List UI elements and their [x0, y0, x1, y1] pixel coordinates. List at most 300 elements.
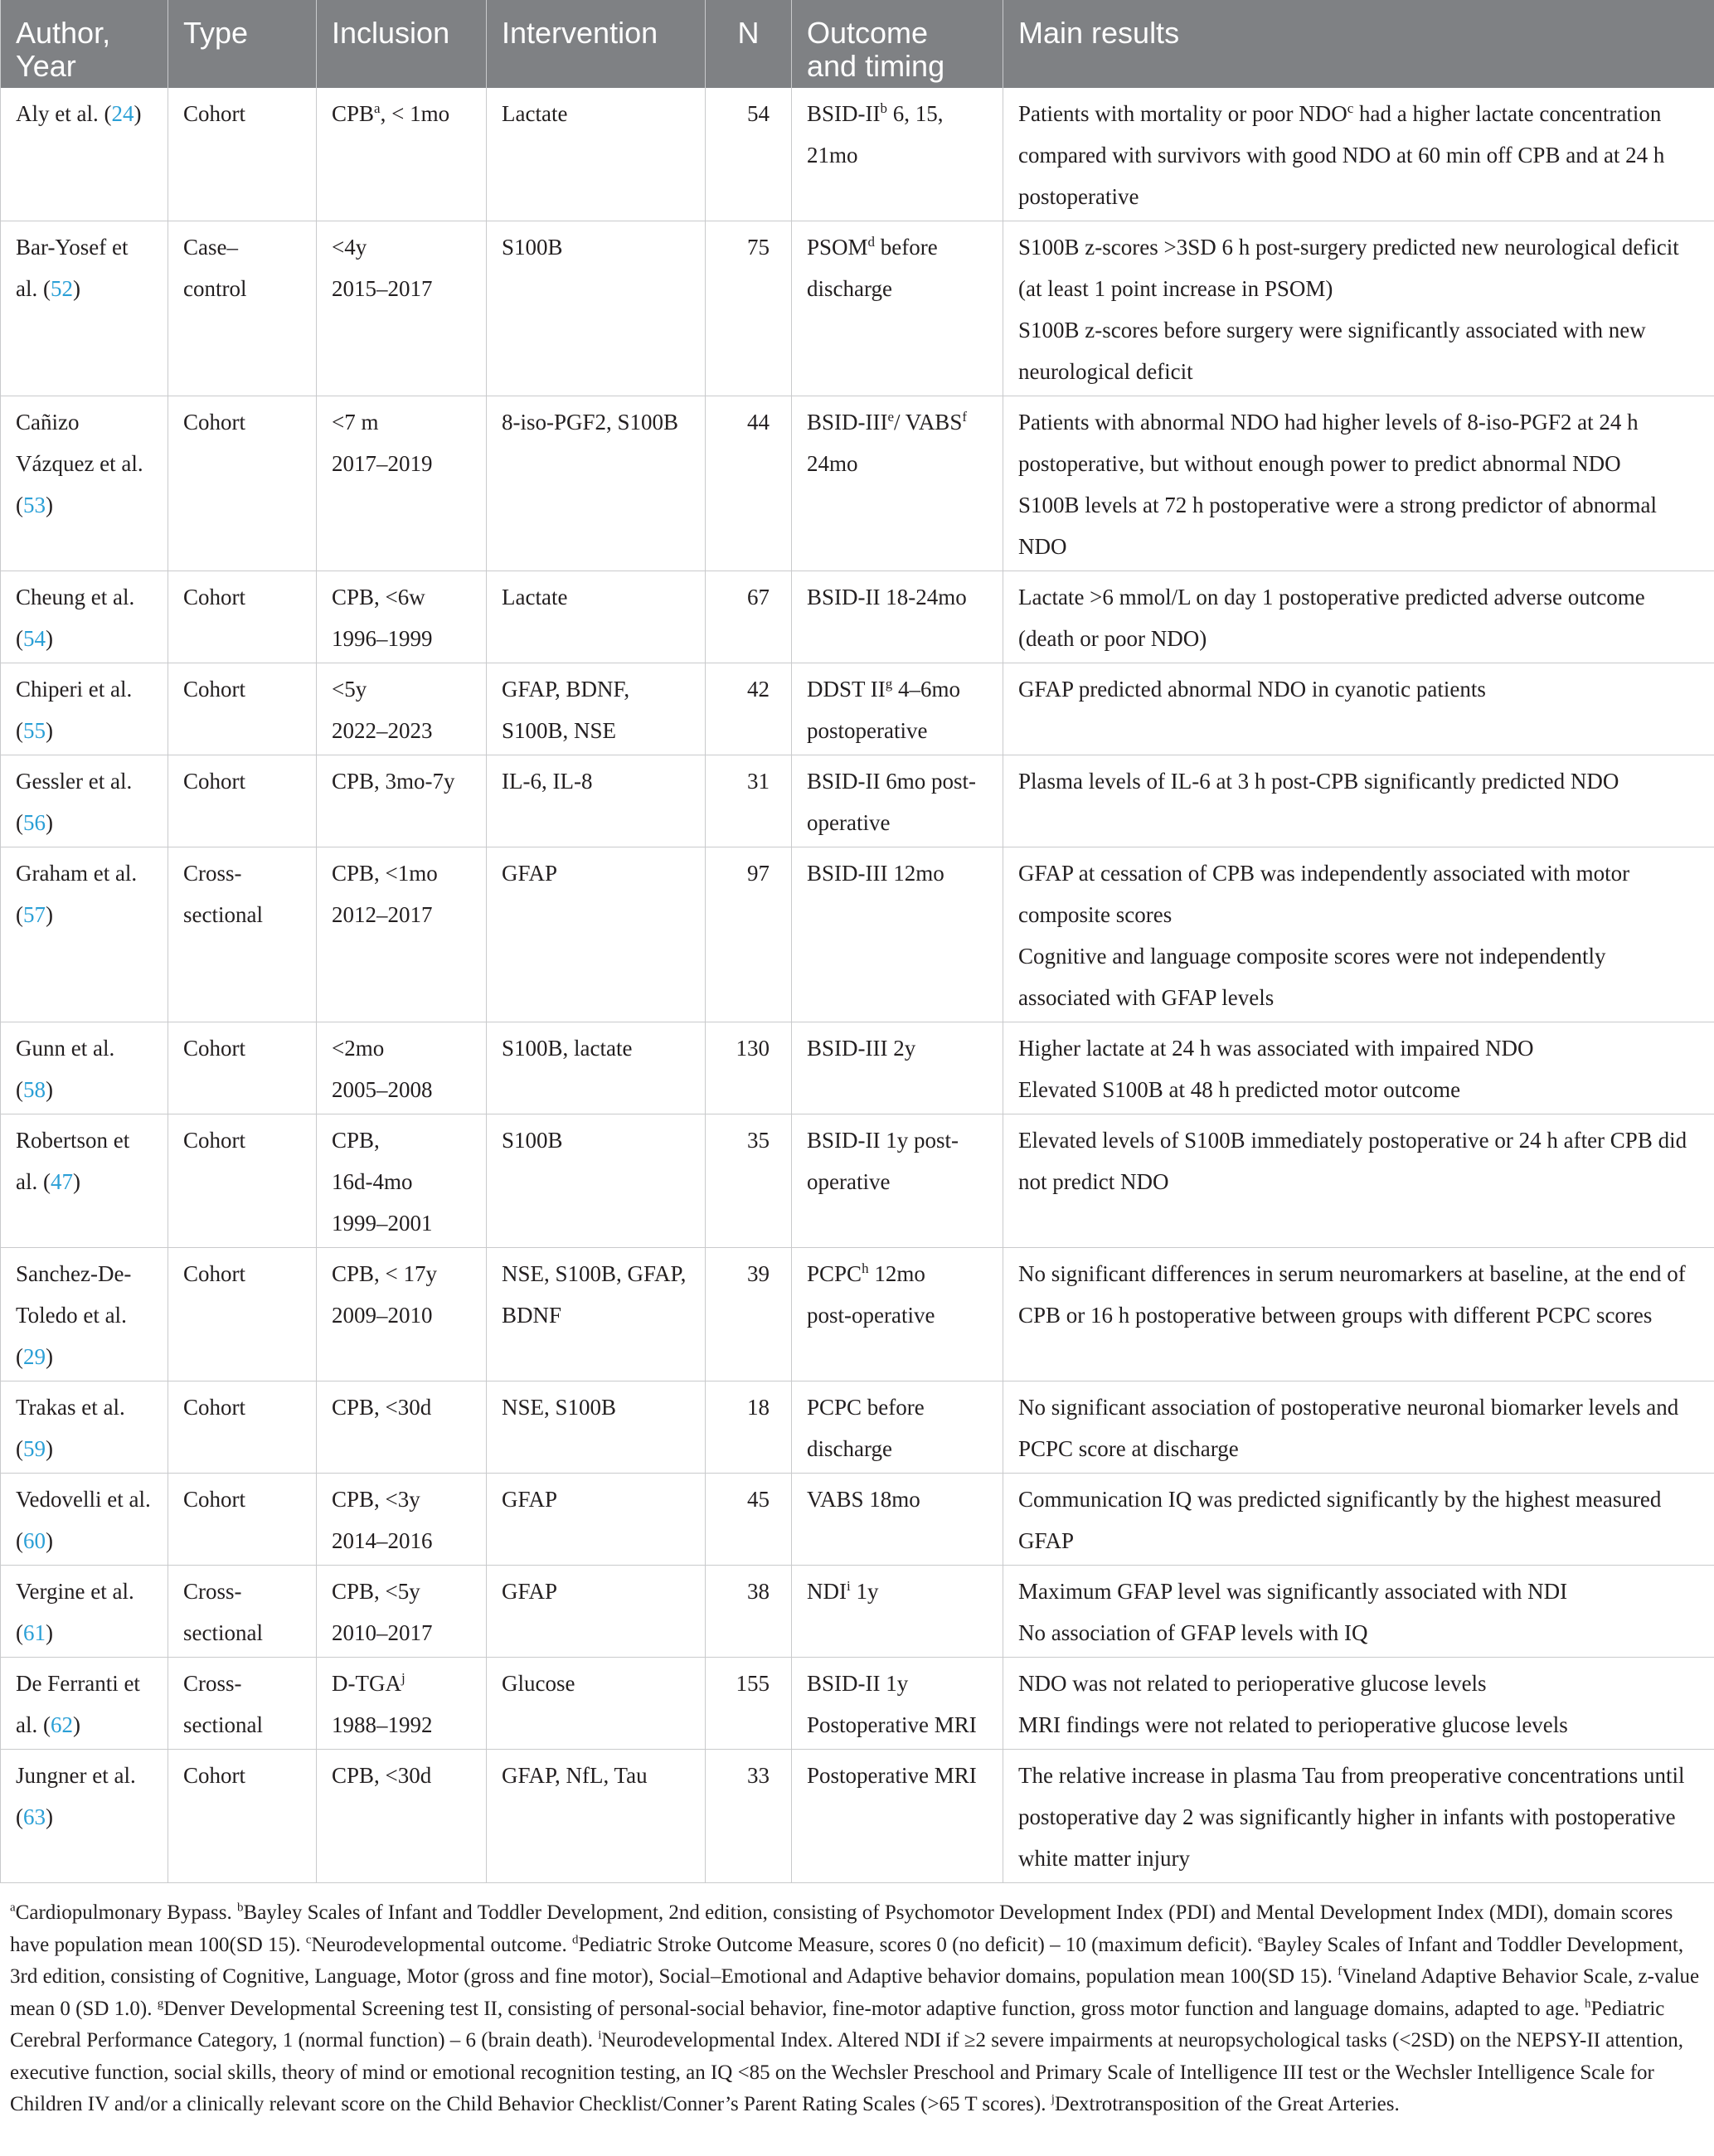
author-text-end: )	[46, 1528, 53, 1553]
inclusion-text: CPB, <30d	[332, 1763, 432, 1788]
cell-results	[1003, 1114, 1714, 1248]
cell-outcome	[792, 396, 1003, 571]
type-text: Cohort	[183, 677, 246, 702]
outcome-text: BSID-III 12mo	[807, 861, 944, 886]
cell-type	[168, 1022, 317, 1114]
table-row	[1, 1022, 1714, 1114]
table-row	[1, 847, 1714, 1022]
table-row	[1, 396, 1714, 571]
footnote-text: Neurodevelopmental Index. Altered NDI if ≥2 severe impairments at neuropsychological tasks (<2SD) on the NEPSY-II attention, executive function, social skills, theory of mind or emotional recognition testing, an IQ <85 on the Wechsler Preschool and Primary Scale of Intelligence III test or the Wechsler Intelligence Scale for Children IV and/or a clinically relevant score on the Child Behavior Checklist/Conner’s Parent Rating Scales (>65 T scores).	[10, 2029, 1683, 2115]
cell-type	[168, 755, 317, 847]
cell-intervention	[487, 1248, 706, 1381]
inclusion-text: CPB, <30d	[332, 1395, 432, 1420]
table-row	[1, 755, 1714, 847]
intervention-text: S100B	[502, 235, 563, 260]
cell-results	[1003, 571, 1714, 663]
outcome-text: PSOM	[807, 235, 868, 260]
cell-author	[1, 1566, 168, 1658]
cell-outcome	[792, 221, 1003, 396]
inclusion-text: 2015–2017	[332, 276, 433, 301]
inclusion-text: 2012–2017	[332, 902, 433, 927]
cell-n: 44	[706, 396, 792, 571]
cell-results	[1003, 1022, 1714, 1114]
cell-n: 45	[706, 1474, 792, 1566]
header-outcome-line-1: Outcome	[807, 16, 929, 50]
table-row	[1, 1381, 1714, 1474]
cell-outcome	[792, 663, 1003, 755]
cell-results	[1003, 221, 1714, 396]
results-text: Cognitive and language composite scores were not independently associated with GFAP levels	[1018, 944, 1606, 1010]
cell-results	[1003, 1658, 1714, 1750]
intervention-text: 8-iso-PGF2, S100B	[502, 410, 679, 435]
results-text: GFAP at cessation of CPB was independently associated with motor composite scores	[1018, 861, 1630, 927]
cell-n: 155	[706, 1658, 792, 1750]
outcome-text: 24mo	[807, 451, 858, 476]
author-text-end: )	[46, 902, 53, 927]
cell-author	[1, 1474, 168, 1566]
author-text: Graham et al. (	[16, 861, 138, 927]
intervention-text: Lactate	[502, 585, 568, 609]
cell-n: 38	[706, 1566, 792, 1658]
cell-inclusion	[317, 396, 487, 571]
cell-n: 67	[706, 571, 792, 663]
reference-link[interactable]: 62	[50, 1712, 73, 1737]
author-text-end: )	[72, 276, 80, 301]
type-text: Cohort	[183, 410, 246, 435]
results-text: Patients with abnormal NDO had higher levels of 8-iso-PGF2 at 24 h postoperative, but without enough power to predict abnormal NDO	[1018, 410, 1639, 476]
cell-inclusion	[317, 1248, 487, 1381]
intervention-text: IL-6, IL-8	[502, 769, 593, 794]
inclusion-text: 1999–2001	[332, 1211, 433, 1236]
author-text-end: )	[46, 1344, 53, 1369]
reference-link[interactable]: 47	[50, 1169, 73, 1194]
cell-inclusion	[317, 221, 487, 396]
cell-author	[1, 755, 168, 847]
type-text: sectional	[183, 1620, 263, 1645]
footnote-mark: e	[887, 409, 895, 425]
cell-author	[1, 1381, 168, 1474]
cell-outcome	[792, 1022, 1003, 1114]
header-results: Main results	[1003, 0, 1714, 88]
results-text: Patients with mortality or poor NDO	[1018, 101, 1347, 126]
outcome-text: operative	[807, 1169, 891, 1194]
cell-n: 97	[706, 847, 792, 1022]
cell-intervention	[487, 1474, 706, 1566]
results-text: Communication IQ was predicted significantly by the highest measured GFAP	[1018, 1487, 1662, 1553]
footnote-mark: j	[1051, 2092, 1055, 2106]
results-text: No significant association of postoperative neuronal biomarker levels and PCPC score at discharge	[1018, 1395, 1679, 1461]
cell-inclusion	[317, 1381, 487, 1474]
outcome-text: BSID-II	[807, 101, 881, 126]
cell-n: 42	[706, 663, 792, 755]
cell-author	[1, 221, 168, 396]
cell-intervention	[487, 1566, 706, 1658]
cell-outcome	[792, 1658, 1003, 1750]
inclusion-text: 2005–2008	[332, 1077, 433, 1102]
type-text: Cohort	[183, 1261, 246, 1286]
author-text: Trakas et al. (	[16, 1395, 125, 1461]
footnote-mark: f	[1338, 1964, 1343, 1979]
type-text: Cross-	[183, 861, 242, 886]
table-row	[1, 1248, 1714, 1381]
cell-outcome	[792, 755, 1003, 847]
outcome-text: BSID-II 1y	[807, 1671, 909, 1696]
cell-intervention	[487, 1381, 706, 1474]
inclusion-text: 2017–2019	[332, 451, 433, 476]
footnote-mark: c	[1347, 100, 1354, 116]
author-text: Gunn et al. (	[16, 1036, 115, 1102]
inclusion-text: D-TGA	[332, 1671, 401, 1696]
cell-inclusion	[317, 755, 487, 847]
footnote-mark: e	[1257, 1933, 1264, 1947]
outcome-text: Postoperative MRI	[807, 1712, 977, 1737]
cell-inclusion	[317, 1750, 487, 1883]
table-row	[1, 88, 1714, 221]
footnote-mark: f	[962, 409, 968, 425]
table-row	[1, 1114, 1714, 1248]
author-text-end: )	[46, 718, 53, 743]
cell-author	[1, 663, 168, 755]
reference-link[interactable]: 58	[23, 1077, 46, 1102]
footnote-text: Bayley Scales of Infant and Toddler Development, 3rd edition, consisting of Cognitive, Language, Motor (gross and fine motor), Social–Emotional and Adaptive behavior domains, population mean 100(SD 15).	[10, 1933, 1684, 1988]
inclusion-text: CPB, <5y	[332, 1579, 420, 1604]
cell-author	[1, 571, 168, 663]
cell-outcome	[792, 1566, 1003, 1658]
results-text: GFAP predicted abnormal NDO in cyanotic patients	[1018, 677, 1486, 702]
outcome-text: PCPC	[807, 1261, 862, 1286]
cell-outcome	[792, 1248, 1003, 1381]
author-text-end: )	[134, 101, 142, 126]
outcome-text: discharge	[807, 1436, 892, 1461]
outcome-text: PCPC before	[807, 1395, 925, 1420]
cell-intervention	[487, 663, 706, 755]
inclusion-text: CPB, <1mo	[332, 861, 438, 886]
reference-link[interactable]: 52	[50, 276, 73, 301]
reference-link[interactable]: 59	[23, 1436, 46, 1461]
type-text: Cross-	[183, 1671, 242, 1696]
table-row	[1, 221, 1714, 396]
type-text: Cohort	[183, 1128, 246, 1153]
inclusion-text: CPB, 3mo-7y	[332, 769, 455, 794]
inclusion-text: CPB, < 17y	[332, 1261, 438, 1286]
cell-inclusion	[317, 847, 487, 1022]
author-text: Sanchez-De-Toledo et al. (	[16, 1261, 132, 1369]
footnote-mark: b	[880, 100, 887, 116]
intervention-text: Lactate	[502, 101, 568, 126]
footnote-mark: a	[374, 100, 381, 116]
type-text: Cohort	[183, 585, 246, 609]
footnote-mark: d	[572, 1933, 579, 1947]
cell-intervention	[487, 571, 706, 663]
cell-results	[1003, 1474, 1714, 1566]
footnote-mark: d	[867, 234, 876, 250]
cell-n: 39	[706, 1248, 792, 1381]
results-text: S100B z-scores >3SD 6 h post-surgery predicted new neurological deficit (at least 1 point increase in PSOM)	[1018, 235, 1679, 301]
type-text: Cohort	[183, 1036, 246, 1061]
type-text: Cross-	[183, 1579, 242, 1604]
outcome-text: DDST II	[807, 677, 886, 702]
results-text: NDO was not related to perioperative glucose levels	[1018, 1671, 1487, 1696]
footnote-mark: b	[237, 1901, 244, 1915]
results-text: Higher lactate at 24 h was associated with impaired NDO	[1018, 1036, 1534, 1061]
outcome-text: 1y	[850, 1579, 879, 1604]
cell-inclusion	[317, 663, 487, 755]
intervention-text: BDNF	[502, 1303, 562, 1328]
intervention-text: NSE, S100B, GFAP,	[502, 1261, 687, 1286]
cell-results	[1003, 1248, 1714, 1381]
footnote-mark: g	[885, 676, 893, 692]
cell-type	[168, 1750, 317, 1883]
author-text-end: )	[72, 1712, 80, 1737]
footnote-mark: i	[598, 2028, 602, 2042]
reference-link[interactable]: 60	[23, 1528, 46, 1553]
table-header-row	[1, 0, 1714, 88]
cell-intervention	[487, 88, 706, 221]
type-text: Cohort	[183, 769, 246, 794]
footnote-mark: c	[305, 1933, 312, 1947]
outcome-text: postoperative	[807, 718, 928, 743]
cell-inclusion	[317, 1022, 487, 1114]
author-text-end: )	[46, 493, 53, 517]
header-author-line-2: Year	[16, 49, 76, 83]
outcome-text: NDI	[807, 1579, 847, 1604]
outcome-text: Postoperative MRI	[807, 1763, 977, 1788]
cell-inclusion	[317, 571, 487, 663]
cell-results	[1003, 663, 1714, 755]
outcome-text: 12mo	[868, 1261, 925, 1286]
table-row	[1, 571, 1714, 663]
footnote-text: Neurodevelopmental outcome.	[311, 1933, 573, 1956]
type-text: Cohort	[183, 1395, 246, 1420]
footnote-text: Denver Developmental Screening test II, consisting of personal-social behavior, fine-motor adaptive function, gross motor function and language domains, adapted to age.	[163, 1997, 1585, 2020]
cell-type	[168, 396, 317, 571]
outcome-text: VABS 18mo	[807, 1487, 920, 1512]
inclusion-text: 16d-4mo	[332, 1169, 413, 1194]
type-text: sectional	[183, 1712, 263, 1737]
reference-link[interactable]: 53	[23, 493, 46, 517]
cell-type	[168, 1658, 317, 1750]
inclusion-text: <2mo	[332, 1036, 385, 1061]
header-inclusion: Inclusion	[317, 0, 487, 88]
cell-type	[168, 847, 317, 1022]
outcome-text: BSID-III 2y	[807, 1036, 916, 1061]
intervention-text: GFAP, NfL, Tau	[502, 1763, 648, 1788]
cell-type	[168, 1381, 317, 1474]
cell-intervention	[487, 755, 706, 847]
cell-inclusion	[317, 1114, 487, 1248]
table-row	[1, 663, 1714, 755]
inclusion-text: CPB, <6w	[332, 585, 425, 609]
cell-intervention	[487, 1022, 706, 1114]
cell-results	[1003, 847, 1714, 1022]
cell-outcome	[792, 88, 1003, 221]
cell-results	[1003, 1381, 1714, 1474]
reference-link[interactable]: 63	[23, 1804, 46, 1829]
cell-n: 75	[706, 221, 792, 396]
cell-inclusion	[317, 88, 487, 221]
footnote-mark: h	[862, 1260, 869, 1276]
inclusion-text: 2010–2017	[332, 1620, 433, 1645]
cell-type	[168, 1248, 317, 1381]
outcome-text: post-operative	[807, 1303, 935, 1328]
cell-type	[168, 1114, 317, 1248]
reference-link[interactable]: 54	[23, 626, 46, 651]
table-row	[1, 1474, 1714, 1566]
results-text: The relative increase in plasma Tau from preoperative concentrations until postoperative day 2 was significantly higher in infants with postoperative white matter injury	[1018, 1763, 1685, 1871]
cell-n: 31	[706, 755, 792, 847]
results-text: Elevated levels of S100B immediately postoperative or 24 h after CPB did not predict NDO	[1018, 1128, 1687, 1194]
intervention-text: S100B, NSE	[502, 718, 617, 743]
inclusion-text: 2014–2016	[332, 1528, 433, 1553]
inclusion-text: 1988–1992	[332, 1712, 433, 1737]
type-text: Cohort	[183, 1763, 246, 1788]
intervention-text: GFAP	[502, 861, 558, 886]
cell-type	[168, 88, 317, 221]
results-text: Maximum GFAP level was significantly associated with NDI	[1018, 1579, 1568, 1604]
results-text: S100B levels at 72 h postoperative were a strong predictor of abnormal NDO	[1018, 493, 1658, 559]
cell-outcome	[792, 847, 1003, 1022]
cell-intervention	[487, 1750, 706, 1883]
author-text: De Ferranti et al. (	[16, 1671, 140, 1737]
header-intervention: Intervention	[487, 0, 706, 88]
author-text-end: )	[46, 626, 53, 651]
type-text: Cohort	[183, 1487, 246, 1512]
outcome-text: operative	[807, 810, 891, 835]
outcome-text: BSID-III	[807, 410, 888, 435]
footnote-text: Cardiopulmonary Bypass.	[15, 1901, 238, 1924]
table-row	[1, 1566, 1714, 1658]
cell-type	[168, 663, 317, 755]
footnote-text: Dextrotransposition of the Great Arteries.	[1054, 2093, 1400, 2115]
cell-n: 130	[706, 1022, 792, 1114]
author-text-end: )	[46, 810, 53, 835]
outcome-text: discharge	[807, 276, 892, 301]
inclusion-text: 2022–2023	[332, 718, 433, 743]
outcome-text: 4–6mo	[892, 677, 961, 702]
outcome-text: BSID-II 1y post-	[807, 1128, 959, 1153]
cell-author	[1, 1658, 168, 1750]
results-text: had a higher lactate concentration compared with survivors with good NDO at 60 min off CPB and at 24 h postoperative	[1018, 101, 1665, 209]
cell-author	[1, 847, 168, 1022]
inclusion-text: 2009–2010	[332, 1303, 433, 1328]
results-text: No association of GFAP levels with IQ	[1018, 1620, 1368, 1645]
inclusion-text: 1996–1999	[332, 626, 433, 651]
header-n: N	[706, 0, 792, 88]
cell-intervention	[487, 847, 706, 1022]
author-text: Robertson et al. (	[16, 1128, 130, 1194]
cell-n: 18	[706, 1381, 792, 1474]
reference-link[interactable]: 55	[23, 718, 46, 743]
footnote-text: Pediatric Cerebral Performance Category, 1 (normal function) – 6 (brain death).	[10, 1997, 1665, 2052]
author-text: Bar-Yosef et al. (	[16, 235, 129, 301]
header-type: Type	[168, 0, 317, 88]
cell-type	[168, 1566, 317, 1658]
author-text-end: )	[46, 1077, 53, 1102]
inclusion-text: <4y	[332, 235, 367, 260]
reference-link[interactable]: 57	[23, 902, 46, 927]
inclusion-text: <5y	[332, 677, 367, 702]
results-text: Elevated S100B at 48 h predicted motor outcome	[1018, 1077, 1461, 1102]
cell-n: 35	[706, 1114, 792, 1248]
cell-results	[1003, 88, 1714, 221]
intervention-text: Glucose	[502, 1671, 575, 1696]
author-text: Gessler et al. (	[16, 769, 133, 835]
inclusion-text: CPB, <3y	[332, 1487, 420, 1512]
intervention-text: GFAP	[502, 1487, 558, 1512]
inclusion-text: <7 m	[332, 410, 379, 435]
cell-results	[1003, 1750, 1714, 1883]
author-text: Vedovelli et al. (	[16, 1487, 151, 1553]
type-text: sectional	[183, 902, 263, 927]
cell-author	[1, 88, 168, 221]
author-text: Chiperi et al. (	[16, 677, 133, 743]
reference-link[interactable]: 61	[23, 1620, 46, 1645]
footnote-mark: a	[10, 1901, 16, 1915]
cell-n: 33	[706, 1750, 792, 1883]
footnote-mark: g	[157, 1997, 164, 2011]
footnote-text: Vineland Adaptive Behavior Scale, z-value mean 0 (SD 1.0).	[10, 1965, 1700, 2020]
results-text: Lactate >6 mmol/L on day 1 postoperative predicted adverse outcome (death or poor NDO)	[1018, 585, 1645, 651]
cell-inclusion	[317, 1658, 487, 1750]
results-text: Plasma levels of IL-6 at 3 h post-CPB significantly predicted NDO	[1018, 769, 1619, 794]
table-row	[1, 1658, 1714, 1750]
header-outcome	[792, 0, 1003, 88]
intervention-text: S100B	[502, 1128, 563, 1153]
results-text: No significant differences in serum neuromarkers at baseline, at the end of CPB or 16 h postoperative between groups with different PCPC scores	[1018, 1261, 1686, 1328]
cell-results	[1003, 1566, 1714, 1658]
author-text: Jungner et al. (	[16, 1763, 136, 1829]
cell-intervention	[487, 221, 706, 396]
inclusion-text: , < 1mo	[380, 101, 450, 126]
results-text: MRI findings were not related to perioperative glucose levels	[1018, 1712, 1568, 1737]
inclusion-text: CPB,	[332, 1128, 380, 1153]
author-text-end: )	[46, 1804, 53, 1829]
footnote-text: Pediatric Stroke Outcome Measure, scores 0 (no deficit) – 10 (maximum deficit).	[578, 1933, 1258, 1956]
reference-link[interactable]: 24	[111, 101, 134, 126]
header-author	[1, 0, 168, 88]
reference-link[interactable]: 29	[23, 1344, 46, 1369]
cell-results	[1003, 396, 1714, 571]
header-author-line-1: Author,	[16, 16, 111, 50]
header-outcome-line-2: and timing	[807, 49, 945, 83]
outcome-text: 6, 15,	[887, 101, 944, 126]
footnote-text: Bayley Scales of Infant and Toddler Development, 2nd edition, consisting of Psychomotor Development Index (PDI) and Mental Development Index (MDI), domain scores have population mean 100(SD 15).	[10, 1901, 1673, 1956]
footnote-mark: h	[1585, 1997, 1591, 2011]
cell-intervention	[487, 1658, 706, 1750]
cell-author	[1, 1248, 168, 1381]
type-text: Cohort	[183, 101, 246, 126]
cell-intervention	[487, 1114, 706, 1248]
cell-type	[168, 221, 317, 396]
type-text: Case–	[183, 235, 238, 260]
footnote-mark: j	[401, 1670, 405, 1686]
cell-results	[1003, 755, 1714, 847]
cell-inclusion	[317, 1474, 487, 1566]
cell-intervention	[487, 396, 706, 571]
outcome-text: / VABS	[894, 410, 963, 435]
author-text: Aly et al. (	[16, 101, 112, 126]
footnote-mark: i	[847, 1578, 851, 1594]
inclusion-text: CPB	[332, 101, 375, 126]
intervention-text: NSE, S100B	[502, 1395, 617, 1420]
cell-outcome	[792, 1114, 1003, 1248]
cell-type	[168, 1474, 317, 1566]
author-text-end: )	[72, 1169, 80, 1194]
intervention-text: S100B, lactate	[502, 1036, 633, 1061]
author-text-end: )	[46, 1436, 53, 1461]
reference-link[interactable]: 56	[23, 810, 46, 835]
outcome-text: BSID-II 6mo post-	[807, 769, 976, 794]
